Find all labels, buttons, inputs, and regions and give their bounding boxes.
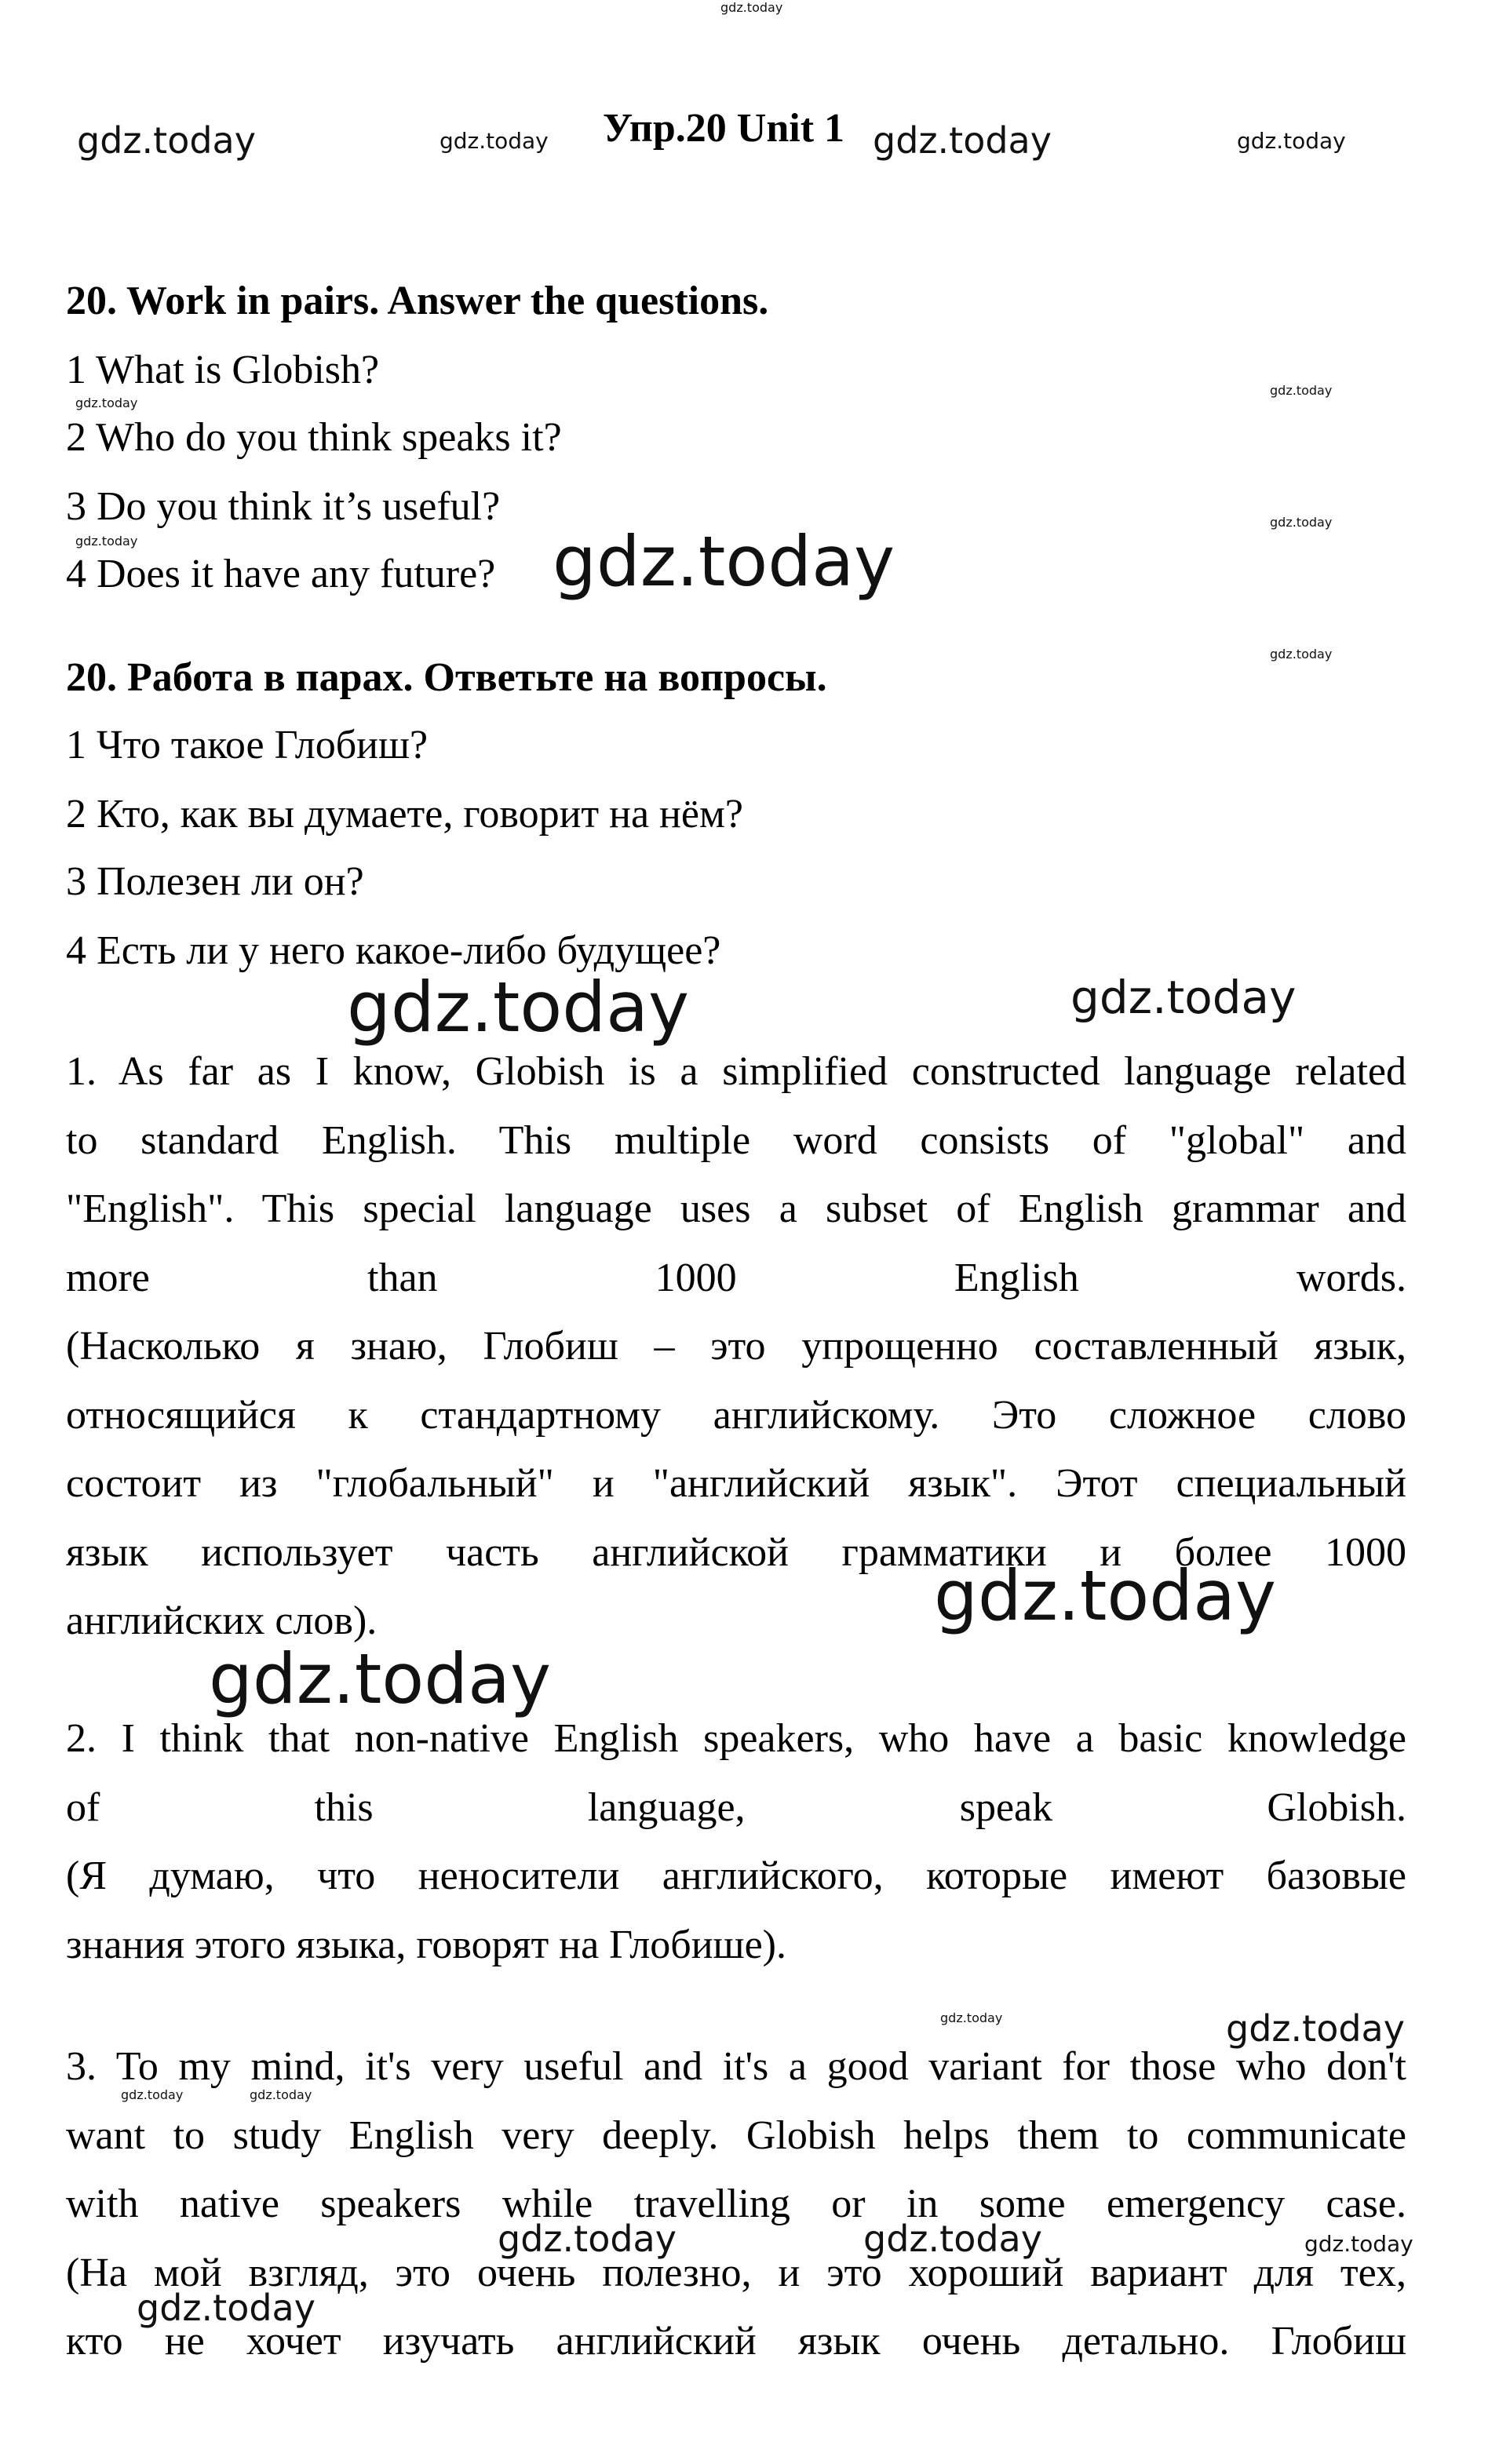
watermark: gdz.today [863,2218,1042,2260]
answer-2-line: (Я думаю, что неносители английского, которые имеют базовые [66,1853,1406,1898]
answer-1-line: английских слов). [66,1598,378,1643]
watermark: gdz.today [1237,128,1346,154]
answer-1-line: to standard English. This multiple word consists of "global" and [66,1117,1406,1163]
answer-3-line: with native speakers while travelling or in some emergency case. [66,2182,1406,2226]
watermark: gdz.today [75,534,138,549]
question-en-4: 4 Does it have any future? [66,552,496,596]
watermark: gdz.today [873,119,1052,162]
answer-1-line: more than 1000 English words. [66,1255,1406,1300]
watermark: gdz.today [1270,383,1333,398]
watermark: gdz.today [498,2218,677,2260]
answer-1-line: относящийся к стандартному английскому. Это сложное слово [66,1392,1406,1438]
watermark: gdz.today [720,0,783,15]
watermark: gdz.today [1304,2231,1413,2257]
task-heading-en: 20. Work in pairs. Answer the questions. [66,279,769,323]
watermark: gdz.today [250,2087,312,2102]
answer-2 [66,1704,1406,1979]
watermark: gdz.today [75,395,138,410]
answer-3-line: want to study English very deeply. Globish helps them to communicate [66,2112,1406,2158]
question-en-1: 1 What is Globish? [66,348,380,392]
answer-2-line: of this language, speak Globish. [66,1784,1406,1830]
answer-1-line: язык использует часть английской грамматики и более 1000 [66,1529,1406,1575]
answer-1 [66,1037,1406,1656]
answer-1-line: состоит из "глобальный" и "английский язык". Этот специальный [66,1461,1406,1506]
answer-3-line: 3. To my mind, it's very useful and it's a good variant for those who don't [66,2044,1406,2089]
answer-1-line: 1. As far as I know, Globish is a simplified constructed language related [66,1049,1406,1094]
answer-2-line: 2. I think that non-native English speakers, who have a basic knowledge [66,1716,1406,1761]
answer-1-line: (Насколько я знаю, Глобиш – это упрощенно составленный язык, [66,1324,1406,1369]
watermark: gdz.today [77,119,256,162]
task-heading-ru: 20. Работа в парах. Ответьте на вопросы. [66,655,827,700]
watermark: gdz.today [1070,971,1297,1024]
watermark: gdz.today [440,128,549,154]
watermark: gdz.today [1270,515,1333,530]
watermark: gdz.today [347,967,690,1048]
question-ru-2: 2 Кто, как вы думаете, говорит на нём? [66,792,743,837]
answer-3 [66,2032,1406,2376]
watermark: gdz.today [1226,2007,1405,2050]
answer-1-line: "English". This special language uses a subset of English grammar and [66,1186,1406,1231]
question-en-2: 2 Who do you think speaks it? [66,415,562,460]
watermark: gdz.today [934,1555,1277,1636]
watermark: gdz.today [1270,647,1333,662]
question-en-3: 3 Do you think it’s useful? [66,484,501,529]
page-title: Упр.20 Unit 1 [603,106,845,151]
answer-2-line: знания этого языка, говорят на Глобише). [66,1922,786,1967]
watermark: gdz.today [940,2010,1003,2025]
question-ru-3: 3 Полезен ли он? [66,859,364,904]
watermark: gdz.today [209,1638,552,1719]
watermark: gdz.today [121,2087,184,2102]
watermark: gdz.today [137,2287,315,2329]
watermark: gdz.today [553,521,895,602]
answer-3-line: кто не хочет изучать английский язык очень детально. Глобиш [66,2319,1406,2364]
answer-3-line: (На мой взгляд, это очень полезно, и это хороший вариант для тех, [66,2250,1406,2295]
question-ru-4: 4 Есть ли у него какое-либо будущее? [66,928,721,973]
question-ru-1: 1 Что такое Глобиш? [66,723,429,767]
